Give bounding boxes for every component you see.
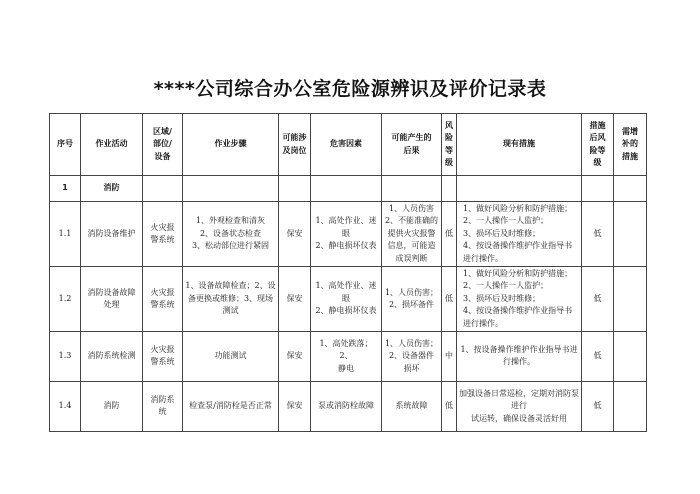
cell-line: 测试: [222, 306, 239, 316]
cell-line: 1、设备故障检查；2、设: [185, 281, 276, 291]
cell-line: 3、损坏后及时维修；: [463, 293, 541, 303]
row-consequence: [382, 266, 442, 331]
cell-line: 成误判断: [395, 253, 428, 263]
cell-line: 1、人员伤害；: [384, 287, 439, 297]
cell-line: 泵或消防栓故障: [318, 401, 374, 411]
empty-cell: [582, 176, 614, 202]
cell-line: 1、人员伤害；: [384, 338, 439, 348]
cell-line: 2、静电损坏仪表: [315, 241, 377, 251]
row-area: 火灾报 警系统: [143, 331, 183, 381]
cell-line: 2、不能准确的: [384, 216, 439, 226]
row-risk-level: 低: [442, 381, 457, 431]
cell-line: 功能测试: [214, 351, 247, 361]
row-post: 保安: [279, 266, 311, 331]
row-no: 1.3: [50, 331, 81, 381]
cell-line: 1、做好风险分析和防护措施；: [463, 268, 573, 278]
row-activity: 消防设备故障 处理: [81, 266, 143, 331]
col-header-area: 区域/ 部位/ 设备: [143, 114, 183, 176]
row-post: 保安: [279, 381, 311, 431]
empty-cell: [183, 176, 279, 202]
section-no: 1: [50, 176, 81, 202]
row-area: 火灾报 警系统: [143, 266, 183, 331]
col-header-consequence: 可能产生的 后果: [382, 114, 442, 176]
row-hazard: [311, 202, 382, 267]
cell-line: 4、按设备操作维护作业指导书进行操作。: [463, 306, 573, 328]
row-consequence: [382, 202, 442, 267]
cell-line: 2、损坏备件: [388, 299, 435, 309]
table-row: [50, 381, 647, 431]
cell-line: 3、松动部位进行紧固: [191, 241, 270, 251]
row-extra-measures: [614, 266, 647, 331]
empty-cell: [143, 176, 183, 202]
cell-line: 2、设备状态检查: [199, 228, 262, 238]
row-area: 消防系 统: [143, 381, 183, 431]
empty-cell: [382, 176, 442, 202]
row-activity: 消防设备维护: [81, 202, 143, 267]
row-post-risk-level: 低: [582, 266, 614, 331]
col-header-post-risk: 措施 后风 险等 级: [582, 114, 614, 176]
row-no: 1.1: [50, 202, 81, 267]
col-header-extra: 需增 补的 措施: [614, 114, 647, 176]
cell-line: 系统故障: [395, 401, 428, 411]
row-measures: [457, 381, 582, 431]
row-extra-measures: [614, 331, 647, 381]
row-steps: [183, 266, 279, 331]
cell-line: 3、损坏后及时维修；: [463, 228, 541, 238]
cell-line: 提供火灾报警: [387, 228, 436, 238]
row-risk-level: 中: [442, 331, 457, 381]
cell-line: 信息，可能造: [387, 241, 436, 251]
col-header-steps: 作业步骤: [183, 114, 279, 176]
row-post: 保安: [279, 202, 311, 267]
row-consequence: [382, 381, 442, 431]
row-measures: [457, 331, 582, 381]
cell-line: 1、高处作业、迷眼: [315, 281, 377, 303]
row-hazard: [311, 266, 382, 331]
table-row: [50, 202, 647, 267]
row-measures: [457, 266, 582, 331]
row-steps: [183, 202, 279, 267]
cell-line: 2、一人操作一人监护；: [463, 216, 549, 226]
empty-cell: [614, 176, 647, 202]
hazard-record-table: [49, 113, 647, 432]
row-activity: 消防系统检测: [81, 331, 143, 381]
row-hazard: [311, 331, 382, 381]
row-extra-measures: [614, 381, 647, 431]
col-header-post: 可能涉 及岗位: [279, 114, 311, 176]
cell-line: 损坏: [403, 363, 420, 373]
cell-line: 1、高处跌落；2、: [319, 338, 373, 361]
cell-line: 加强设备日常巡检，定期对消防泵进行: [459, 388, 579, 411]
row-risk-level: 低: [442, 266, 457, 331]
section-row: [50, 176, 647, 202]
row-no: 1.4: [50, 381, 81, 431]
cell-line: 1、外观检查和清灰: [195, 216, 266, 226]
row-steps: [183, 381, 279, 431]
cell-line: 1、按设备操作维护作业指导书进行操作。: [460, 345, 578, 367]
row-area: 火灾报 警系统: [143, 202, 183, 267]
row-post: 保安: [279, 331, 311, 381]
col-header-measures: 现有措施: [457, 114, 582, 176]
empty-cell: [457, 176, 582, 202]
cell-line: 2、静电损坏仪表: [315, 306, 377, 316]
cell-line: 静电: [338, 363, 354, 373]
cell-line: 备更换或维修；3、现场: [187, 293, 274, 303]
row-extra-measures: [614, 202, 647, 267]
row-no: 1.2: [50, 266, 81, 331]
cell-line: 试运转，确保设备灵活好用: [471, 413, 567, 423]
section-activity: 消防: [81, 176, 143, 202]
table-header-row: [50, 114, 647, 176]
empty-cell: [311, 176, 382, 202]
cell-line: 1、高处作业、迷眼: [315, 216, 377, 238]
cell-line: 检查泵/消防栓是否正常: [189, 401, 272, 411]
row-hazard: [311, 381, 382, 431]
table-row: [50, 331, 647, 381]
cell-line: 2、设备器件: [388, 351, 435, 361]
col-header-no: 序号: [50, 114, 81, 176]
cell-line: 4、按设备操作维护作业指导书进行操作。: [463, 241, 573, 263]
empty-cell: [442, 176, 457, 202]
col-header-activity: 作业活动: [81, 114, 143, 176]
row-activity: 消防: [81, 381, 143, 431]
col-header-risk: 风 险 等 级: [442, 114, 457, 176]
row-consequence: [382, 331, 442, 381]
empty-cell: [279, 176, 311, 202]
row-post-risk-level: 低: [582, 331, 614, 381]
row-post-risk-level: 低: [582, 381, 614, 431]
cell-line: 1、做好风险分析和防护措施；: [463, 204, 573, 213]
document-title: ****公司综合办公室危险源辨识及评价记录表: [153, 78, 547, 100]
row-steps: [183, 331, 279, 381]
table-row: [50, 266, 647, 331]
cell-line: 2、一人操作一人监护；: [463, 281, 549, 291]
col-header-hazard: 危害因素: [311, 114, 382, 176]
row-risk-level: 低: [442, 202, 457, 267]
row-post-risk-level: 低: [582, 202, 614, 267]
cell-line: 1、人员伤害: [388, 204, 435, 213]
row-measures: [457, 202, 582, 267]
